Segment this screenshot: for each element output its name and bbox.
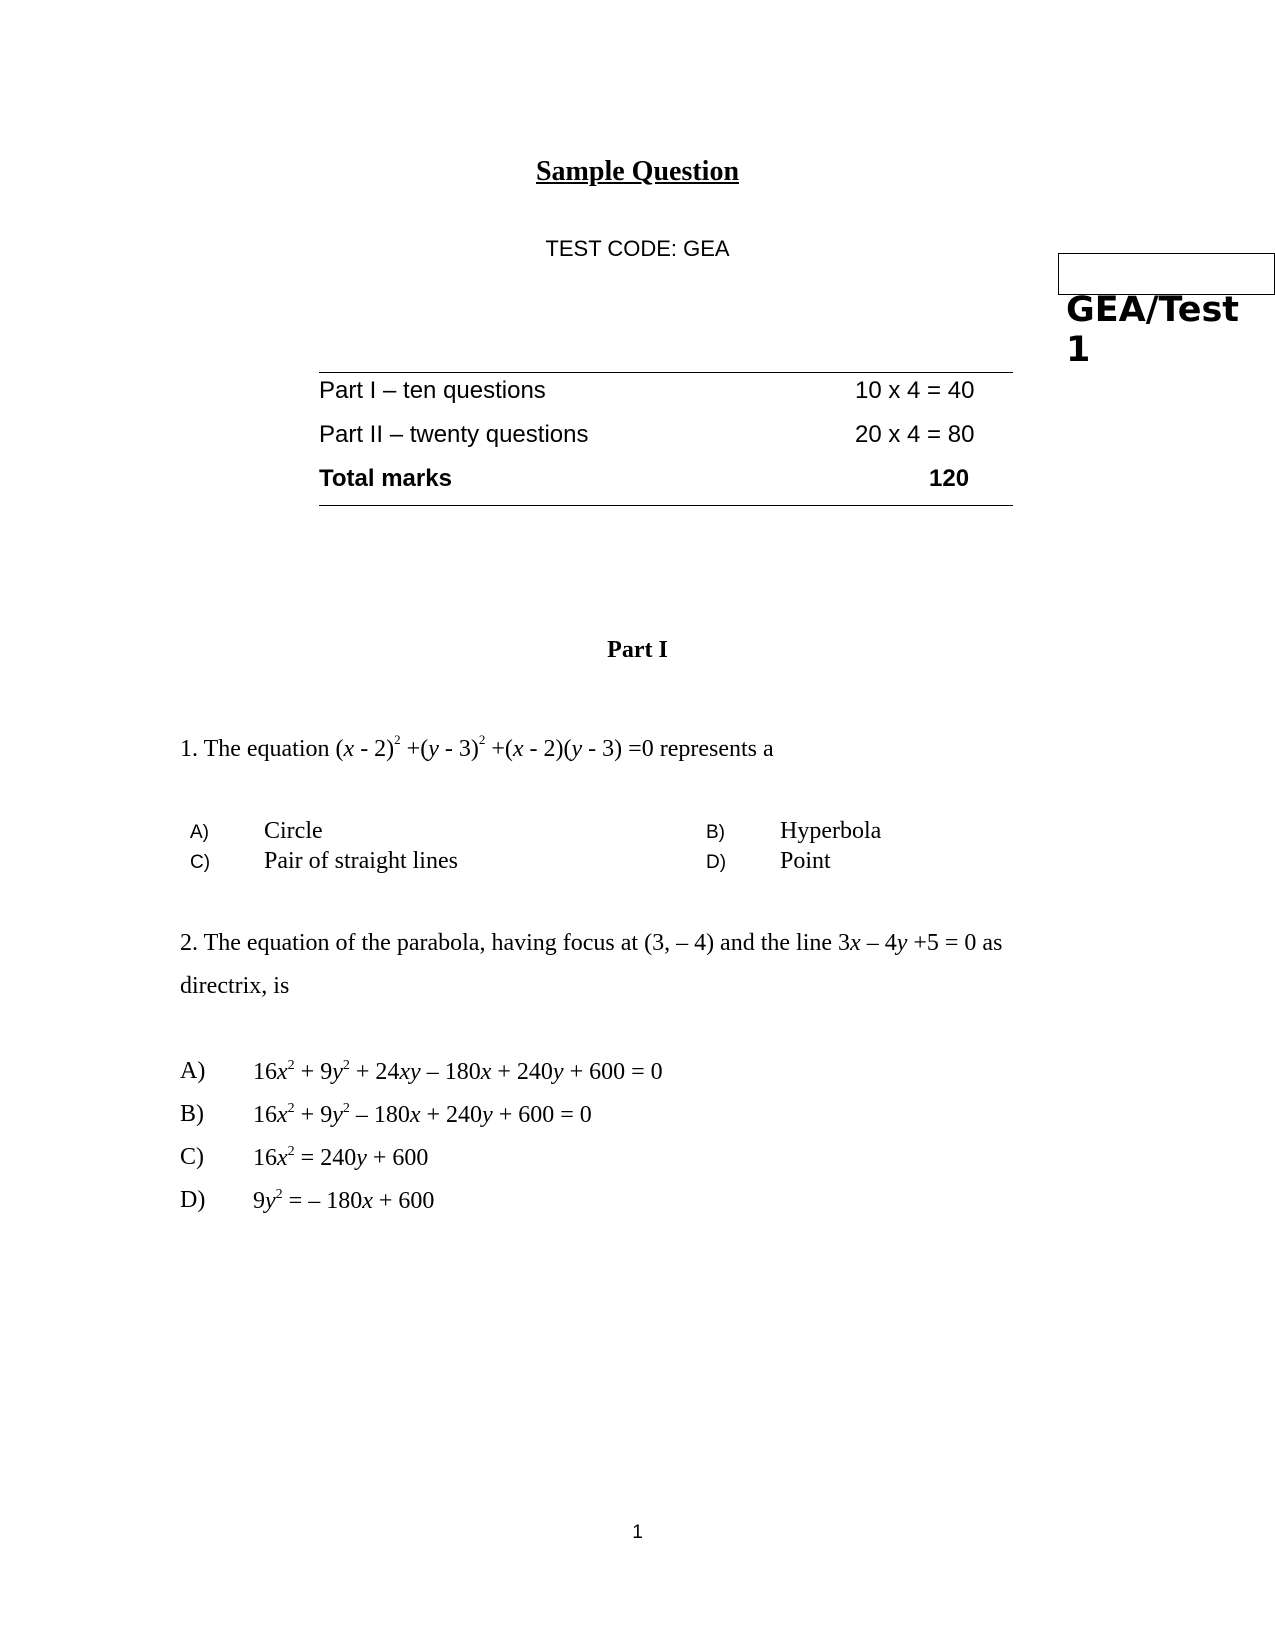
part-heading: Part I	[607, 637, 668, 663]
marks-row-value: 20 x 4 = 80	[855, 421, 975, 448]
code-label: GEA/Test 1	[1066, 290, 1240, 370]
question-2-text-part: – 4	[860, 930, 897, 956]
option-letter: B)	[706, 822, 725, 843]
option-equation: $16x^2 + 9y^2 - 180x + 240y + 600 = 0$	[253, 1101, 592, 1128]
option-letter: D)	[706, 852, 727, 873]
option-letter: C)	[190, 852, 211, 873]
option-equation: $16x^2 + 9y^2 + 24xy - 180x + 240y + 600 = 0$	[253, 1058, 663, 1085]
option-text: Hyperbola	[780, 818, 882, 844]
option-text: Circle	[264, 818, 323, 844]
option-letter: B)	[180, 1101, 204, 1127]
page-title: Sample Question	[535, 156, 740, 187]
option-letter: C)	[180, 1144, 204, 1170]
page-number: 1	[632, 1522, 643, 1543]
option-equation: $16x^2 = 240y + 600$	[253, 1144, 429, 1171]
question-2-text-part: +5 = 0 as	[907, 930, 1003, 956]
question-2-text-part: 2. The equation of the parabola, having focus at (3, – 4) and the line 3	[180, 930, 851, 956]
marks-row-label: Part II – twenty questions	[319, 421, 589, 448]
question-2-text-continued: directrix, is	[180, 973, 290, 999]
question-2-text: 2. The equation of the parabola, having focus at (3, – 4) and the line 3x – 4y +5 = 0 as	[180, 930, 1003, 956]
option-letter: A)	[190, 822, 209, 843]
code-box	[1058, 253, 1275, 295]
marks-total-value: 120	[929, 465, 970, 492]
option-letter: A)	[180, 1058, 206, 1084]
marks-table	[319, 372, 1013, 506]
question-1-suffix: represents a	[659, 736, 774, 762]
option-letter: D)	[180, 1187, 206, 1213]
option-equation: $9y^2$ = – 180x + 600	[253, 1187, 435, 1214]
question-1	[180, 732, 774, 763]
marks-row	[319, 373, 1013, 417]
option-text: Pair of straight lines	[264, 848, 458, 874]
marks-total-label: Total marks	[319, 465, 452, 492]
test-code: TEST CODE: GEA	[545, 236, 730, 261]
marks-row-value: 10 x 4 = 40	[855, 377, 975, 404]
marks-row	[319, 417, 1013, 461]
question-1-equation: (x - 2)$^2$ +(y - 3)$^2$ +(x - 2)(y - 3) =0	[335, 732, 654, 762]
marks-total-row	[319, 461, 1013, 505]
option-text: Point	[780, 848, 831, 874]
marks-row-label: Part I – ten questions	[319, 377, 546, 404]
question-1-prefix: 1. The equation	[180, 736, 330, 762]
